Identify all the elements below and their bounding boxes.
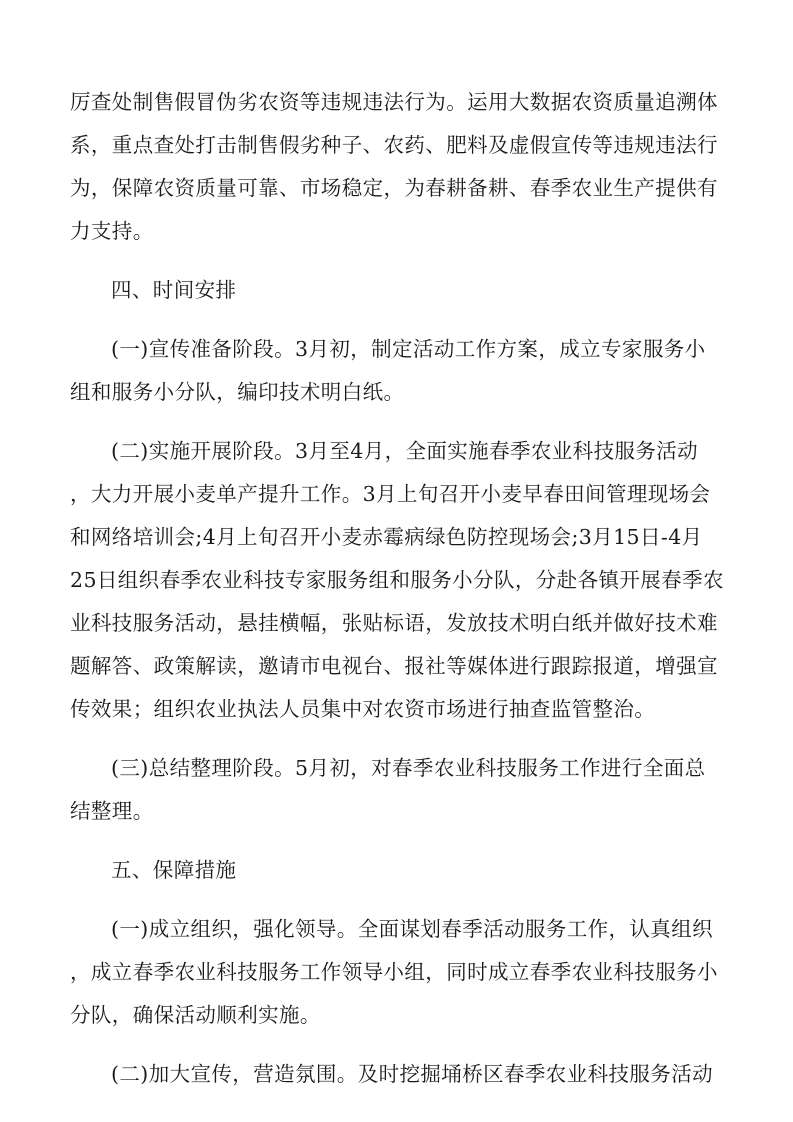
paragraph-line: 力支持。 [70,219,154,243]
paragraph-line: 系，重点查处打击制售假劣种子、农药、肥料及虚假宣传等违规违法行 [70,133,718,157]
paragraph-line: 为，保障农资质量可靠、市场稳定，为春耕备耕、春季农业生产提供有 [70,176,718,200]
paragraph-line: 厉查处制售假冒伪劣农资等违规违法行为。运用大数据农资质量追溯体 [70,90,718,114]
paragraph-line: 传效果；组织农业执法人员集中对农资市场进行抽查监管整治。 [70,697,656,721]
paragraph-line: (一)成立组织，强化领导。全面谋划春季活动服务工作，认真组织 [111,917,713,941]
section-heading: 五、保障措施 [111,858,237,882]
paragraph-line: ，大力开展小麦单产提升工作。3月上旬召开小麦早春田间管理现场会 [70,482,711,506]
paragraph-line: 题解答、政策解读，邀请市电视台、报社等媒体进行跟踪报道，增强宣 [70,654,718,678]
paragraph-line: ，成立春季农业科技服务工作领导小组，同时成立春季农业科技服务小 [70,960,718,984]
section-heading: 四、时间安排 [111,278,237,302]
paragraph-line: 结整理。 [70,799,154,823]
paragraph-line: (二)实施开展阶段。3月至4月，全面实施春季农业科技服务活动 [111,439,699,463]
paragraph-line: 分队，确保活动顺利实施。 [70,1003,321,1027]
paragraph-line: 组和服务小分队，编印技术明白纸。 [70,380,405,404]
paragraph-line: (一)宣传准备阶段。3月初，制定活动工作方案，成立专家服务小 [111,337,706,361]
paragraph-line: (三)总结整理阶段。5月初，对春季农业科技服务工作进行全面总 [111,756,706,780]
paragraph-line: 25日组织春季农业科技专家服务组和服务小分队，分赴各镇开展春季农 [70,568,724,592]
paragraph-line: 业科技服务活动，悬挂横幅，张贴标语，发放技术明白纸并做好技术难 [70,611,718,635]
paragraph-line: 和网络培训会;4月上旬召开小麦赤霉病绿色防控现场会;3月15日-4月 [70,525,703,549]
paragraph-line: (二)加大宣传，营造氛围。及时挖掘埇桥区春季农业科技服务活动 [111,1062,713,1086]
